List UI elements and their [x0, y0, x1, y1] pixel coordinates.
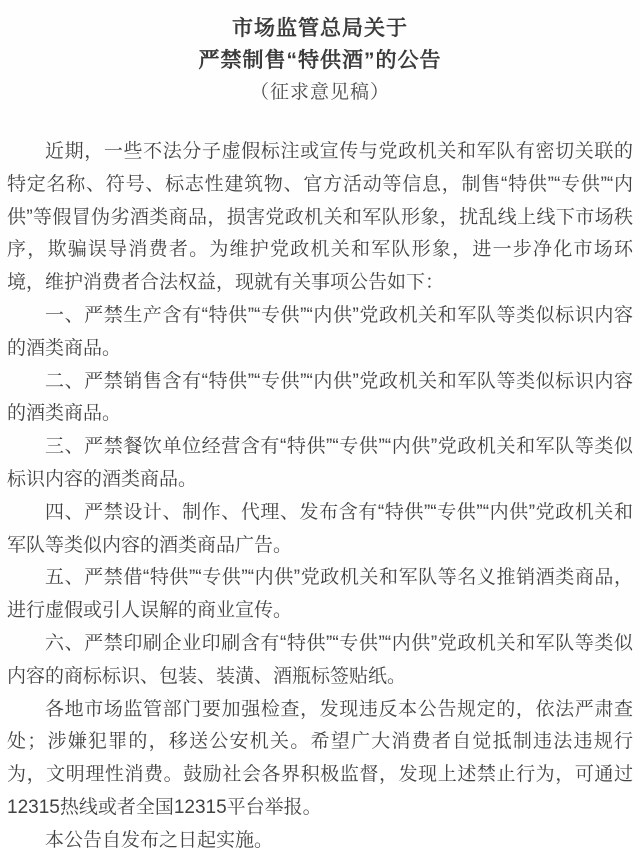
title-line-2: 严禁制售“特供酒”的公告	[198, 49, 442, 72]
paragraph-item-5: 五、严禁借“特供”“专供”“内供”党政机关和军队等名义推销酒类商品，进行虚假或引人误解的商业宣传。	[7, 567, 633, 622]
title-line-1: 市场监管总局关于	[232, 17, 408, 40]
paragraph-enforcement: 各地市场监管部门要加强检查，发现违反本公告规定的，依法严肃查处；涉嫌犯罪的，移送公安机关。希望广大消费者自觉抵制违法违规行为，文明理性消费。鼓励社会各界积极监督，发现上述禁止行为，可通过12315热线或者全国12315平台举报。	[7, 698, 633, 818]
document-title	[7, 13, 633, 77]
paragraph-item-2: 二、严禁销售含有“特供”“专供”“内供”党政机关和军队等类似标识内容的酒类商品。	[7, 370, 633, 425]
paragraph-item-1: 一、严禁生产含有“特供”“专供”“内供”党政机关和军队等类似标识内容的酒类商品。	[7, 304, 633, 359]
paragraph-intro: 近期，一些不法分子虚假标注或宣传与党政机关和军队有密切关联的特定名称、符号、标志性建筑物、官方活动等信息，制售“特供”“专供”“内供”等假冒伪劣酒类商品，损害党政机关和军队形象，扰乱线上线下市场秩序，欺骗误导消费者。为维护党政机关和军队形象，进一步净化市场环境，维护消费者合法权益，现就有关事项公告如下：	[7, 141, 633, 294]
document-body	[7, 136, 633, 858]
paragraph-item-6: 六、严禁印刷企业印刷含有“特供”“专供”“内供”党政机关和军队等类似内容的商标标识、包装、装潢、酒瓶标签贴纸。	[7, 632, 633, 687]
document-header	[7, 13, 633, 109]
paragraph-item-4: 四、严禁设计、制作、代理、发布含有“特供”“专供”“内供”党政机关和军队等类似内容的酒类商品广告。	[7, 501, 633, 556]
paragraph-item-3: 三、严禁餐饮单位经营含有“特供”“专供”“内供”党政机关和军队等类似标识内容的酒类商品。	[7, 436, 633, 490]
document-subtitle: （征求意见稿）	[249, 82, 390, 103]
paragraph-effective-date: 本公告自发布之日起实施。	[45, 829, 274, 851]
